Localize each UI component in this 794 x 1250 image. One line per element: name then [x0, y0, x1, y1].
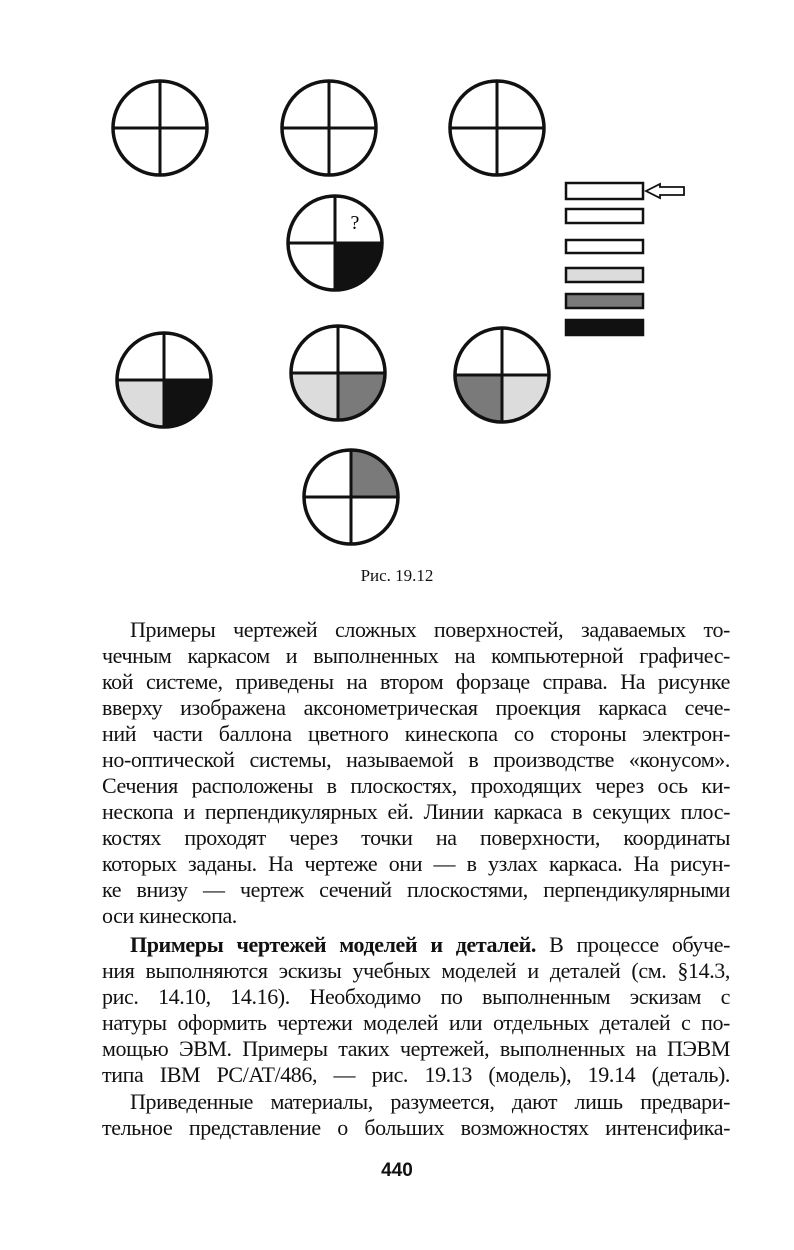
arrow-left-icon — [646, 184, 684, 198]
figure-19-12 — [0, 0, 794, 560]
text-line: оси кинескопа. — [102, 903, 237, 928]
section-circle — [117, 333, 211, 427]
section-circle — [450, 81, 544, 175]
text-line: но-оптической системы, называемой в производстве «конусом». — [102, 747, 730, 772]
text-line: кой системе, приведены на втором форзаце справа. На рисунке — [102, 669, 730, 694]
legend-bar — [566, 320, 643, 335]
question-mark: ? — [350, 212, 360, 234]
text-line: Приведенные материалы, разумеется, дают лишь предвари- — [130, 1089, 730, 1114]
figure-caption: Рис. 19.12 — [360, 566, 434, 585]
text-line: которых заданы. На чертеже они — в узлах каркаса. На рисун- — [102, 851, 730, 876]
text-span: В процессе обуче- — [535, 932, 730, 957]
legend-bar — [566, 268, 643, 282]
paragraph-2 — [102, 932, 730, 1088]
text-line: чечным каркасом и выполненных на компьютерной графичес- — [102, 643, 730, 668]
legend-bar — [566, 240, 643, 253]
text-line: нескопа и перпендикулярных ей. Линии каркаса в секущих плос- — [102, 799, 730, 824]
text-line: тельное представление о больших возможностях интенсифика- — [102, 1115, 730, 1140]
legend-bar — [566, 183, 643, 199]
page-number: 440 — [381, 1160, 413, 1181]
section-circle — [282, 81, 376, 175]
paragraph-1 — [102, 617, 730, 929]
paragraph-3 — [102, 1089, 730, 1141]
text-line: ния выполняются эскизы учебных моделей и деталей (см. §14.3, — [102, 958, 730, 983]
section-circle — [455, 328, 549, 422]
legend-bar — [566, 209, 643, 223]
text-line: мощью ЭВМ. Примеры таких чертежей, выполненных на ПЭВМ — [102, 1036, 730, 1061]
section-circle — [291, 326, 385, 420]
text-line: рис. 14.10, 14.16). Необходимо по выполненным эскизам с — [102, 984, 730, 1009]
legend-bar — [566, 294, 643, 308]
text-line: ний части баллона цветного кинескопа со стороны электрон- — [102, 721, 730, 746]
text-line — [102, 932, 730, 958]
text-line: Примеры чертежей сложных поверхностей, задаваемых то- — [130, 617, 730, 642]
paragraph-heading: Примеры чертежей моделей и деталей. — [130, 932, 536, 957]
text-line: Сечения расположены в плоскостях, проходящих через ось ки- — [102, 773, 730, 798]
section-circle — [113, 81, 207, 175]
section-circle — [288, 196, 382, 290]
section-circle — [304, 450, 398, 544]
text-line: костях проходят через точки на поверхности, координаты — [102, 825, 730, 850]
text-line: вверху изображена аксонометрическая проекция каркаса сече- — [102, 695, 730, 720]
text-line: типа IBM PC/AT/486, — рис. 19.13 (модель), 19.14 (деталь). — [102, 1062, 730, 1087]
text-line: натуры оформить чертежи моделей или отдельных деталей с по- — [102, 1010, 730, 1035]
text-line: ке внизу — чертеж сечений плоскостями, перпендикулярными — [102, 877, 730, 902]
